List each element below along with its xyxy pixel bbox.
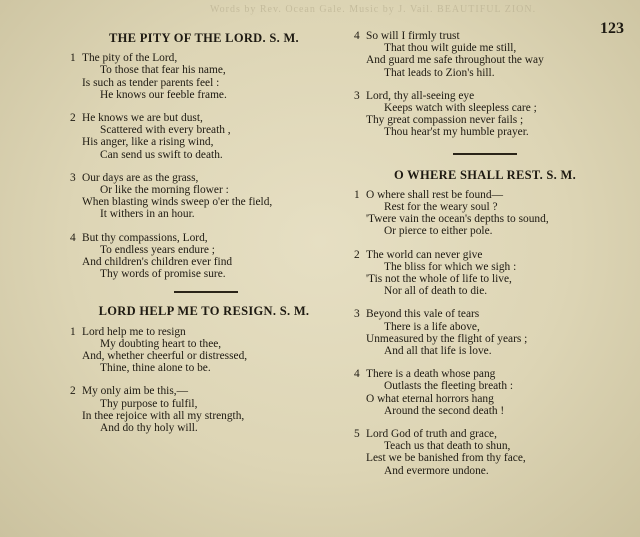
stanza-first-line <box>354 308 616 320</box>
verse-line: In thee rejoice with all my strength, <box>82 409 245 422</box>
stanza-first-line <box>70 52 342 64</box>
stanza-number: 4 <box>354 30 360 42</box>
verse-line: Rest for the weary soul ? <box>384 201 498 214</box>
verse-line: Unmeasured by the flight of years ; <box>366 332 528 345</box>
hymn-pity-of-the-lord <box>70 32 342 280</box>
stanza-number: 4 <box>70 231 76 244</box>
verse-line: But thy compassions, Lord, <box>82 231 208 244</box>
verse-line: To those that fear his name, <box>100 64 226 77</box>
stanza-first-line <box>70 172 342 184</box>
stanza-first-line <box>354 189 616 201</box>
verse-line: Scattered with every breath , <box>100 124 231 137</box>
bleed-through-running-head: Words by Rev. Ocean Gale. Music by J. Vail. BEAUTIFUL ZION. <box>210 4 537 15</box>
verse-line: The world can never give <box>366 248 483 261</box>
verse-line: And do thy holy will. <box>100 422 198 435</box>
verse-line: 'Twere vain the ocean's depths to sound, <box>366 213 549 226</box>
stanza-first-line <box>70 326 342 338</box>
stanza-first-line <box>354 428 616 440</box>
stanza-first-line <box>70 112 342 124</box>
verse-line: Can send us swift to death. <box>100 148 223 161</box>
hymn-lord-help-me-to-resign <box>70 305 342 434</box>
verse-line: My doubting heart to thee, <box>100 337 222 350</box>
section-divider <box>453 153 517 155</box>
stanza <box>70 112 342 161</box>
stanza <box>354 368 616 417</box>
stanza-number: 1 <box>70 52 76 65</box>
stanza-number: 2 <box>70 112 76 125</box>
hymn-title: LORD HELP ME TO RESIGN. S. M. <box>98 304 310 319</box>
left-column <box>70 30 342 445</box>
verse-line: Lest we be banished from thy face, <box>366 452 526 465</box>
verse-line: And all that life is love. <box>384 345 492 358</box>
verse-line: He knows our feeble frame. <box>100 88 227 101</box>
stanza <box>70 172 342 221</box>
verse-line: Thine, thine alone to be. <box>100 362 211 375</box>
stanza-first-line <box>70 385 342 397</box>
verse-line: Thy purpose to fulfil, <box>100 397 198 410</box>
verse-line: The bliss for which we sigh : <box>384 260 517 273</box>
verse-line: Or like the morning flower : <box>100 184 229 197</box>
section-divider <box>174 291 238 293</box>
verse-line: The pity of the Lord, <box>82 52 178 65</box>
stanza-first-line <box>354 90 616 102</box>
verse-line: Thy great compassion never fails ; <box>366 114 524 127</box>
verse-line: That thou wilt guide me still, <box>384 42 517 55</box>
right-column <box>354 30 616 488</box>
verse-line: My only aim be this,— <box>82 385 188 398</box>
verse-line: Beyond this vale of tears <box>366 308 480 321</box>
verse-line: Our days are as the grass, <box>82 171 199 184</box>
stanza <box>70 52 342 101</box>
hymn-o-where-shall-rest <box>354 169 616 477</box>
stanza-first-line <box>354 30 616 42</box>
verse-line: And guard me safe throughout the way <box>366 54 544 67</box>
verse-line: His anger, like a rising wind, <box>82 136 214 149</box>
stanza-number: 1 <box>70 325 76 338</box>
stanza <box>354 90 616 139</box>
verse-line: O what eternal horrors hang <box>366 392 494 405</box>
verse-line: So will I firmly trust <box>366 30 460 42</box>
stanza <box>70 385 342 434</box>
verse-line: Is such as tender parents feel : <box>82 76 220 89</box>
verse-line: Or pierce to either pole. <box>384 225 493 238</box>
stanza <box>354 308 616 357</box>
hymn-title: O WHERE SHALL REST. S. M. <box>393 167 577 182</box>
stanza-number: 4 <box>354 368 360 381</box>
verse-line: Around the second death ! <box>384 404 505 417</box>
verse-line: Lord God of truth and grace, <box>366 428 497 441</box>
verse-line: And, whether cheerful or distressed, <box>82 350 248 363</box>
stanza-first-line <box>70 232 342 244</box>
verse-line: To endless years endure ; <box>100 243 215 256</box>
verse-line: Lord help me to resign <box>82 325 186 338</box>
verse-line: There is a life above, <box>384 320 480 333</box>
verse-line: It withers in an hour. <box>100 208 195 221</box>
hymn-continuation <box>354 30 616 139</box>
stanza-number: 1 <box>354 188 360 201</box>
verse-line: Thou hear'st my humble prayer. <box>384 126 529 139</box>
verse-line: Keeps watch with sleepless care ; <box>384 102 537 115</box>
stanza-number: 2 <box>70 385 76 398</box>
stanza-first-line <box>354 249 616 261</box>
stanza-number: 5 <box>354 428 360 441</box>
stanza-number: 3 <box>354 308 360 321</box>
page-number: 123 <box>600 20 624 37</box>
verse-line: That leads to Zion's hill. <box>384 66 495 79</box>
stanza-number: 2 <box>354 248 360 261</box>
stanza-number: 3 <box>70 171 76 184</box>
verse-line: Teach us that death to shun, <box>384 440 511 453</box>
stanza-first-line <box>354 368 616 380</box>
verse-line: When blasting winds sweep o'er the field, <box>82 196 273 209</box>
verse-line: Lord, thy all-seeing eye <box>366 89 475 102</box>
verse-line: O where shall rest be found— <box>366 188 503 201</box>
stanza-number: 3 <box>354 89 360 102</box>
verse-line: Outlasts the fleeting breath : <box>384 380 514 393</box>
stanza <box>70 232 342 281</box>
verse-line: 'Tis not the whole of life to live, <box>366 273 512 286</box>
verse-line: Thy words of promise sure. <box>100 268 226 281</box>
verse-line: And evermore undone. <box>384 464 489 477</box>
hymn-title: THE PITY OF THE LORD. S. M. <box>109 31 299 45</box>
verse-line: Nor all of death to die. <box>384 285 488 298</box>
stanza <box>354 30 616 79</box>
stanza <box>354 189 616 238</box>
verse-line: There is a death whose pang <box>366 368 496 381</box>
verse-line: He knows we are but dust, <box>82 112 203 125</box>
stanza <box>70 326 342 375</box>
verse-line: And children's children ever find <box>82 256 233 269</box>
stanza <box>354 249 616 298</box>
stanza <box>354 428 616 477</box>
